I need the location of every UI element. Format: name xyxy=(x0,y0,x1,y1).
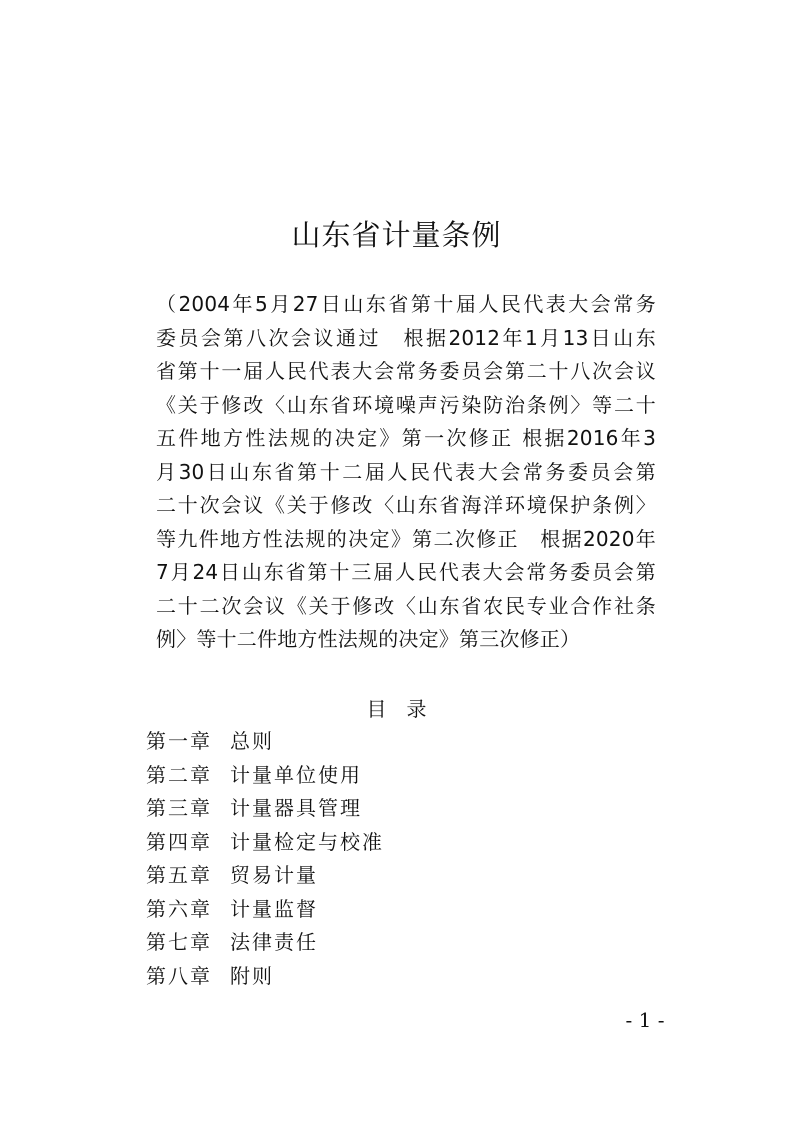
toc-item xyxy=(146,725,384,759)
preamble-line: 二十次会议《关于修改〈山东省海洋环境保护条例〉 xyxy=(156,493,656,517)
toc-chapter-number: 第四章 xyxy=(146,829,212,854)
toc-chapter-number: 第二章 xyxy=(146,762,212,787)
preamble-line: 二十二次会议《关于修改〈山东省农民专业合作社条 xyxy=(156,593,656,618)
toc-chapter-number: 第五章 xyxy=(146,863,212,887)
toc-chapter-name: 法律责任 xyxy=(230,930,318,954)
preamble-line: 五件地方性法规的决定》第一次修正 根据2016年3 xyxy=(156,426,656,450)
toc-chapter-number: 第六章 xyxy=(146,896,212,921)
preamble-line: 例〉等十二件地方性法规的决定》第三次修正） xyxy=(156,627,581,651)
page-number: - 1 - xyxy=(625,1008,665,1032)
toc-heading xyxy=(0,693,793,722)
preamble-line: 省第十一届人民代表大会常务委员会第二十八次会议 xyxy=(156,359,656,383)
toc-item xyxy=(146,926,384,960)
preamble-line: 7月24日山东省第十三届人民代表大会常务委员会第 xyxy=(156,560,656,584)
toc-item xyxy=(146,893,384,927)
toc-heading-text: 目录 xyxy=(366,697,447,721)
toc-item xyxy=(146,960,384,994)
toc-chapter-number: 第三章 xyxy=(146,796,212,820)
toc-chapter-name: 贸易计量 xyxy=(230,863,318,887)
table-of-contents xyxy=(146,725,384,993)
preamble-line: 《关于修改〈山东省环境噪声污染防治条例〉等二十 xyxy=(156,392,656,417)
toc-chapter-name: 总则 xyxy=(230,729,274,753)
toc-chapter-name: 计量单位使用 xyxy=(230,762,362,787)
toc-chapter-name: 计量器具管理 xyxy=(230,796,362,820)
legislative-history-note xyxy=(156,288,656,657)
toc-chapter-name: 计量监督 xyxy=(230,896,318,921)
toc-item xyxy=(146,792,384,826)
toc-chapter-number: 第八章 xyxy=(146,963,212,988)
toc-chapter-number: 第七章 xyxy=(146,930,212,954)
preamble-line: 月30日山东省第十二届人民代表大会常务委员会第 xyxy=(156,459,656,484)
toc-item xyxy=(146,759,384,793)
preamble-line: （2004年5月27日山东省第十届人民代表大会常务 xyxy=(156,292,656,316)
toc-item xyxy=(146,859,384,893)
document-title: 山东省计量条例 xyxy=(291,218,502,252)
toc-chapter-name: 附则 xyxy=(230,963,274,988)
toc-chapter-name: 计量检定与校准 xyxy=(230,829,384,854)
preamble-line: 委员会第八次会议通过 根据2012年1月13日山东 xyxy=(156,325,656,350)
toc-chapter-number: 第一章 xyxy=(146,729,212,753)
toc-item xyxy=(146,826,384,860)
preamble-line: 等九件地方性法规的决定》第二次修正 根据2020年 xyxy=(156,526,656,551)
